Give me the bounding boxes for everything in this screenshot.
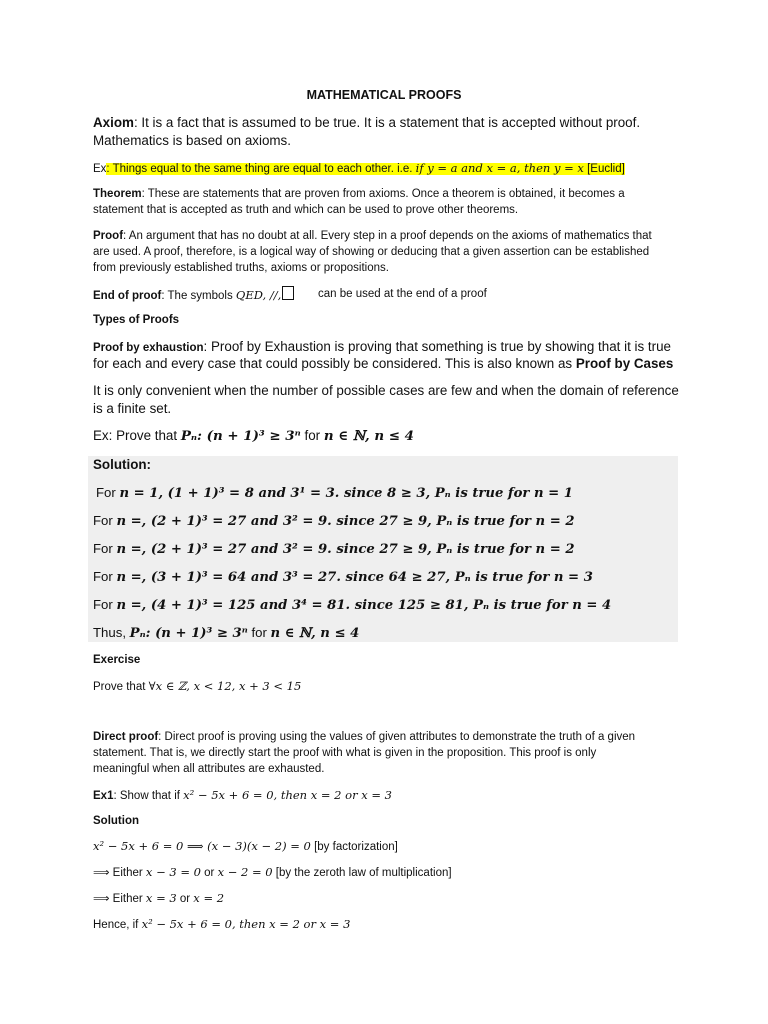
ex1-step-2: [93, 864, 452, 881]
exhaustion-line-1: [93, 338, 671, 356]
ex1-step-3-b: x = 2: [193, 891, 225, 905]
solution-row-lead: For: [93, 513, 117, 528]
axiom-example-formula: if y = a and x = a, then y = x: [415, 161, 584, 175]
ex1-label: Ex1: [93, 790, 114, 802]
solution-row-math: n = 1, (1 + 1)³ = 8 and 3¹ = 3. since 8 ≥ 3, Pₙ is true for n = 1: [119, 486, 573, 501]
direct-text-3: meaningful when all attributes are exhausted.: [93, 763, 325, 775]
direct-text-2: statement. That is, we directly start the proof with what is given in the proposition. This proof is only: [93, 747, 597, 759]
end-of-proof-line: [93, 286, 294, 304]
axiom-line-1: [93, 114, 640, 132]
exhaustion-example: [93, 427, 414, 445]
solution-row: [96, 484, 573, 503]
solution-row-lead: For: [96, 485, 120, 500]
proof-label: Proof: [93, 230, 124, 242]
exhaustion-example-statement: Pₙ: (n + 1)³ ≥ 3ⁿ: [180, 428, 301, 444]
ex1-step-3: [93, 890, 224, 907]
direct-text-1: : Direct proof is proving using the values of given attributes to demonstrate the truth of a given: [158, 731, 636, 743]
theorem-line-1: [93, 186, 625, 202]
ex1-line: [93, 787, 392, 804]
solution-row-lead: For: [93, 597, 117, 612]
direct-label: Direct proof: [93, 731, 159, 743]
solution-row-lead: For: [93, 541, 117, 556]
ex1-step-2-a: x − 3 = 0: [145, 865, 201, 879]
exhaustion-alias: Proof by Cases: [575, 356, 674, 371]
ex1-step-1: [93, 838, 398, 855]
axiom-example-text: : Things equal to the same thing are equal to each other. i.e.: [106, 163, 416, 175]
solution-thus-for: for: [247, 625, 271, 640]
solution-conclusion: [93, 624, 359, 643]
end-of-proof-suffix: can be used at the end of a proof: [318, 288, 487, 300]
solution-row: [93, 540, 575, 559]
solution-row-math: n =, (2 + 1)³ = 27 and 3² = 9. since 27 ≥ 9, Pₙ is true for n = 2: [116, 514, 575, 529]
solution-thus-math: Pₙ: (n + 1)³ ≥ 3ⁿ: [129, 626, 248, 641]
end-of-proof-text: : The symbols: [161, 290, 236, 302]
proof-text-2: are used. A proof, therefore, is a logical way of showing or deducing that a given assertion can be established: [93, 246, 650, 258]
ex1-hence-math: x² − 5x + 6 = 0, then x = 2 or x = 3: [141, 917, 351, 931]
solution-row-math: n =, (4 + 1)³ = 125 and 3⁴ = 81. since 125 ≥ 81, Pₙ is true for n = 4: [116, 598, 612, 613]
ex1-step-3-or: or: [176, 893, 194, 905]
ex1-step-3-a: x = 3: [145, 891, 177, 905]
exhaustion-text-1: : Proof by Exhaustion is proving that something is true by showing that it is true: [203, 339, 671, 354]
axiom-example-prefix: Ex: [93, 163, 107, 175]
exercise-lead: Prove that: [93, 681, 149, 693]
end-of-proof-label: End of proof: [93, 290, 162, 302]
theorem-label: Theorem: [93, 188, 142, 200]
exhaustion-line-2: [93, 355, 673, 373]
exhaustion-example-prefix: Ex: Prove that: [93, 428, 181, 443]
ex1-step-2-or: or: [200, 867, 218, 879]
solution-row: [93, 512, 575, 531]
exercise-line: [93, 678, 301, 695]
document-title: MATHEMATICAL PROOFS: [306, 88, 462, 102]
solution-row: [93, 568, 593, 587]
solution-row-math: n =, (2 + 1)³ = 27 and 3² = 9. since 27 ≥ 9, Pₙ is true for n = 2: [116, 542, 575, 557]
end-of-proof-symbols: QED, //,: [235, 288, 282, 302]
solution-row-lead: For: [93, 569, 117, 584]
ex1-step-1-note: [by factorization]: [310, 841, 398, 853]
ex1-step-2-note: [by the zeroth law of multiplication]: [272, 867, 452, 879]
solution-row-math: n =, (3 + 1)³ = 64 and 3³ = 27. since 64 ≥ 27, Pₙ is true for n = 3: [116, 570, 593, 585]
exhaustion-example-for: for: [300, 428, 324, 443]
ex1-step-3-lead: ⟹ Either: [93, 893, 146, 905]
proof-line-1: [93, 228, 652, 244]
exercise-math: ∀x ∈ ℤ, x < 12, x + 3 < 15: [148, 679, 302, 693]
exhaustion-example-domain: n ∈ ℕ, n ≤ 4: [323, 428, 414, 444]
ex1-math: x² − 5x + 6 = 0, then x = 2 or x = 3: [183, 788, 392, 802]
solution-thus-domain: n ∈ ℕ, n ≤ 4: [270, 626, 360, 641]
ex1-hence-lead: Hence, if: [93, 919, 142, 931]
axiom-example-source: [Euclid]: [583, 163, 625, 175]
theorem-text-1: : These are statements that are proven from axioms. Once a theorem is obtained, it becomes a: [141, 188, 625, 200]
axiom-example: [93, 160, 625, 177]
solution-row: [93, 596, 611, 615]
exhaustion-para2-2: is a finite set.: [93, 401, 172, 416]
ex1-step-2-b: x − 2 = 0: [217, 865, 273, 879]
solution-thus-lead: Thus,: [93, 625, 130, 640]
ex1-step-1-math: x² − 5x + 6 = 0 ⟹ (x − 3)(x − 2) = 0: [93, 839, 311, 853]
exercise-heading: Exercise: [93, 654, 141, 666]
exhaustion-text-2: for each and every case that could possibly be considered. This is also known as: [93, 356, 576, 371]
ex1-hence: [93, 916, 350, 933]
axiom-text-2: Mathematics is based on axioms.: [93, 133, 291, 148]
theorem-text-2: statement that is accepted as truth and which can be used to prove other theorems.: [93, 204, 519, 216]
axiom-label: Axiom: [93, 115, 134, 130]
types-heading: Types of Proofs: [93, 314, 180, 326]
exhaustion-label: Proof by exhaustion: [93, 342, 204, 354]
proof-text-1: : An argument that has no doubt at all. Every step in a proof depends on the axioms of mathematics that: [123, 230, 652, 242]
direct-line-1: [93, 729, 635, 745]
exhaustion-para2-1: It is only convenient when the number of possible cases are few and when the domain of reference: [93, 383, 679, 398]
qed-box-icon: [282, 286, 294, 300]
solution-heading: Solution:: [93, 457, 152, 472]
axiom-text-1: : It is a fact that is assumed to be true. It is a statement that is accepted without proof.: [133, 115, 641, 130]
ex1-solution-heading: Solution: [93, 815, 139, 827]
ex1-lead: : Show that if: [113, 790, 184, 802]
ex1-step-2-lead: ⟹ Either: [93, 867, 146, 879]
axiom-example-highlight: [106, 163, 624, 175]
proof-text-3: from previously established truths, axioms or propositions.: [93, 262, 389, 274]
